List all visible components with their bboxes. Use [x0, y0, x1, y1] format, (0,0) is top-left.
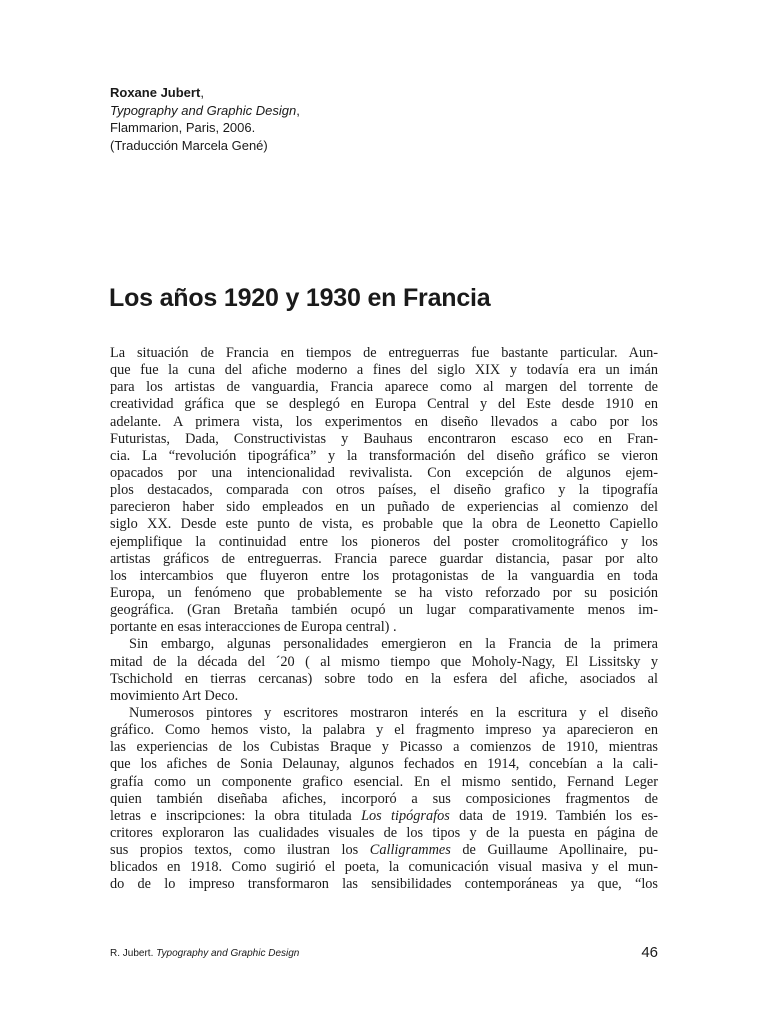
body-line: Europa, un fenómeno que probablemente se ha visto reforzado por su posición: [110, 584, 658, 601]
body-line: gráfico. Como hemos visto, la palabra y el fragmento impreso ya aparecieron en: [110, 722, 658, 739]
artwork-title: Los tipógrafos: [361, 807, 450, 824]
citation-translation: (Traducción Marcela Gené): [110, 137, 268, 153]
body-line: que los afiches de Sonia Delaunay, algunos fechados en 1914, concebían a la cali-: [110, 756, 658, 773]
body-line-part: de Guillaume Apollinaire, pu-: [450, 842, 658, 859]
body-line: grafía como un componente grafico esencial. En el mismo sentido, Fernand Leger: [110, 773, 658, 790]
body-line-part: sus propios textos, como ilustran los: [110, 842, 370, 859]
body-line: siglo XX. Desde este punto de vista, es probable que la obra de Leonetto Capiello: [110, 516, 658, 533]
body-line: portante en esas interacciones de Europa central) .: [110, 619, 397, 636]
body-line: blicados en 1918. Como sugirió el poeta, la comunicación visual masiva y el mun-: [110, 859, 658, 876]
citation-author-line: [110, 84, 300, 102]
page-number: 46: [641, 944, 658, 961]
body-line: Futuristas, Dada, Constructivistas y Bauhaus encontraron escaso eco en Fran-: [110, 430, 658, 447]
body-line: artistas gráficos de entreguerras. Francia parece guardar distancia, pasar por alto: [110, 550, 658, 567]
body-line-part: letras e inscripciones: la obra titulada: [110, 807, 362, 824]
body-line: geográfica. (Gran Bretaña también ocupó un lugar comparativamente menos im-: [110, 602, 658, 619]
body-line: creatividad gráfica que se desplegó en Europa Central y del Este desde 1910 en: [110, 396, 658, 413]
body-line: Numerosos pintores y escritores mostraron interés en la escritura y el diseño: [129, 704, 658, 721]
body-line: adelante. A primera vista, los experimentos en diseño llevados a cabo por los: [110, 413, 658, 430]
body-line: critores exploraron las cualidades visuales de los tipos y de la puesta en página de: [110, 824, 658, 841]
citation-book-suffix: ,: [296, 102, 300, 118]
citation-author-suffix: ,: [200, 85, 204, 100]
body-line: [110, 808, 658, 825]
work-title: Calligrammes: [369, 842, 451, 859]
body-line: mitad de la década del ´20 ( al mismo tiempo que Moholy-Nagy, El Lissitsky y: [110, 653, 658, 670]
body-line: movimiento Art Deco.: [110, 687, 239, 704]
section-title: Los años 1920 y 1930 en Francia: [109, 284, 491, 312]
body-line: parecieron haber sido empleados en un puñado de experiencias al comienzo del: [110, 499, 658, 516]
body-line: opacados por una intencionalidad revivalista. Con excepción de algunos ejem-: [110, 464, 658, 481]
body-line: La situación de Francia en tiempos de entreguerras fue bastante particular. Aun-: [110, 345, 658, 361]
citation-author: Roxane Jubert: [110, 85, 201, 100]
body-line: [110, 842, 658, 859]
body-line: Tschichold en tierras cercanas) sobre todo en la esfera del afiche, asociados al: [110, 670, 658, 687]
body-line: cia. La “revolución tipográfica” y la transformación del diseño gráfico se vieron: [110, 447, 658, 464]
citation-book-line: [110, 102, 300, 120]
body-line-part: data de 1919. También los es-: [449, 807, 658, 824]
body-line: las experiencias de los Cubistas Braque y Picasso a comienzos de 1910, mientras: [110, 739, 658, 756]
body-line: que fue la cuna del afiche moderno a fines del siglo XIX y todavía era un imán: [110, 362, 658, 379]
body-line: para los artistas de vanguardia, Francia aparece como al margen del torrente de: [110, 379, 658, 396]
citation-publisher: Flammarion, Paris, 2006.: [110, 120, 256, 135]
body-text: [110, 345, 658, 894]
body-line: Sin embargo, algunas personalidades emergieron en la Francia de la primera: [129, 636, 658, 653]
body-line: ejemplifique la continuidad entre los pioneros del poster cromolitográfico y los: [110, 533, 658, 550]
footer-author: R. Jubert.: [110, 948, 157, 959]
citation-block: [110, 84, 300, 154]
footer-book-title: Typography and Graphic Design: [156, 948, 300, 959]
body-line: plos destacados, comparada con otros países, el diseño grafico y la tipografía: [110, 482, 658, 499]
body-line: los intercambios que fluyeron entre los protagonistas de la vanguardia en toda: [110, 567, 658, 584]
body-line: do de lo impreso transformaron las sensibilidades contemporáneas ya que, “los: [110, 876, 658, 893]
running-footer: [110, 948, 299, 959]
body-line: quien también diseñaba afiches, incorporó a sus composiciones fragmentos de: [110, 790, 658, 807]
citation-book-title: Typography and Graphic Design: [110, 102, 297, 118]
